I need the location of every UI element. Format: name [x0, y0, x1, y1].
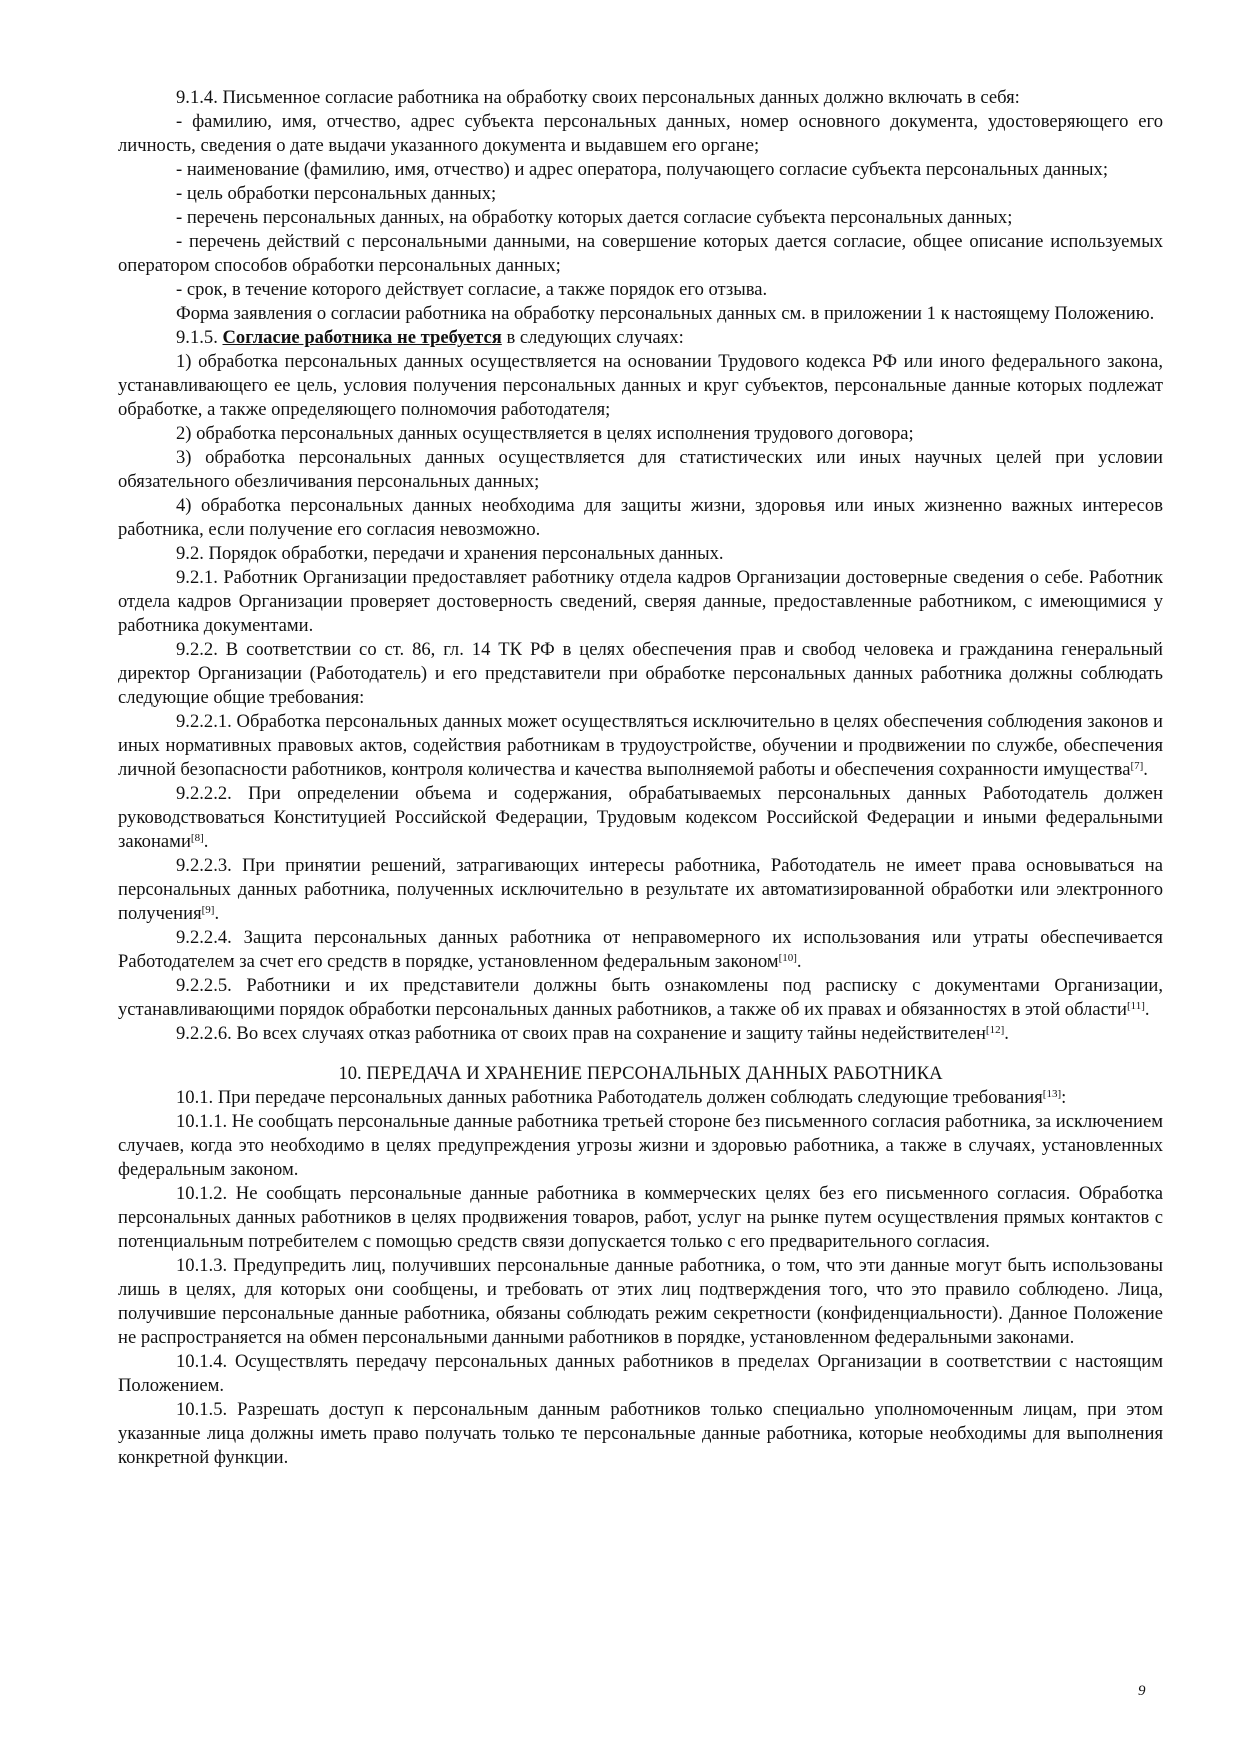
requirement-text: 9.2.2.3. При принятии решений, затрагивающих интересы работника, Работодатель не имеет права основываться на персональных данных работника, полученных исключительно в результате их автоматизированной обработки или электронного получения: [118, 855, 1163, 924]
page-number: 9: [1138, 1683, 1146, 1699]
form-note: Форма заявления о согласии работника на обработку персональных данных см. в приложении 1 к настоящему Положению.: [176, 303, 1155, 324]
footnote-ref[interactable]: [12]: [985, 1024, 1005, 1036]
section-10-heading: 10. ПЕРЕДАЧА И ХРАНЕНИЕ ПЕРСОНАЛЬНЫХ ДАННЫХ РАБОТНИКА: [338, 1063, 943, 1084]
punctuation: .: [203, 831, 209, 852]
exception-item: 1) обработка персональных данных осуществляется на основании Трудового кодекса РФ или иного федерального закона, устанавливающего ее цель, условия получения персональных данных и круг субъектов, персональные данные которых подлежат обработке, а также определяющего полномочия работодателя;: [118, 351, 1163, 420]
transfer-rule: 10.1.2. Не сообщать персональные данные работника в коммерческих целях без его письменного согласия. Обработка персональных данных работников в целях продвижения товаров, работ, услуг на рынке путем осуществления прямых контактов с потенциальным потребителем с помощью средств связи допускается только с его предварительного согласия.: [118, 1183, 1163, 1252]
section-9-1-4-intro: 9.1.4. Письменное согласие работника на обработку своих персональных данных должно включать в себя:: [176, 87, 1020, 108]
footnote-ref[interactable]: [13]: [1042, 1088, 1062, 1100]
transfer-rule: 10.1.4. Осуществлять передачу персональных данных работников в пределах Организации в соответствии с настоящим Положением.: [118, 1351, 1163, 1396]
section-10-1: [118, 1086, 1163, 1110]
requirement-item: [118, 782, 1163, 854]
document-page: [118, 86, 1163, 1470]
requirement-item: [118, 926, 1163, 974]
transfer-rule: 10.1.1. Не сообщать персональные данные работника третьей стороне без письменного согласия работника, за исключением случаев, когда это необходимо в целях предупреждения угрозы жизни и здоровью работника, а также в случаях, установленных федеральным законом.: [118, 1111, 1163, 1180]
punctuation: .: [796, 951, 802, 972]
requirement-item: [118, 854, 1163, 926]
footnote-ref[interactable]: [10]: [778, 952, 797, 964]
footnote-ref[interactable]: [8]: [190, 832, 204, 844]
consent-item: - срок, в течение которого действует согласие, а также порядок его отзыва.: [176, 279, 768, 300]
requirement-text: 9.2.2.4. Защита персональных данных работника от неправомерного их использования или утраты обеспечивается Работодателем за счет его средств в порядке, установленном федеральным законом: [118, 927, 1163, 972]
punctuation: :: [1061, 1087, 1067, 1108]
section-9-2-title: 9.2. Порядок обработки, передачи и хранения персональных данных.: [176, 543, 724, 564]
transfer-rule: 10.1.3. Предупредить лиц, получивших персональные данные работника, о том, что эти данные могут быть использованы лишь в целях, для которых они сообщены, и требовать от этих лиц подтверждения того, что это правило соблюдено. Лица, получившие персональные данные работника, обязаны соблюдать режим секретности (конфиденциальности). Данное Положение не распространяется на обмен персональными данными работников в порядке, установленном федеральными законами.: [118, 1255, 1163, 1348]
punctuation: .: [1004, 1023, 1009, 1044]
consent-item: - фамилию, имя, отчество, адрес субъекта персональных данных, номер основного документа, удостоверяющего его личность, сведения о дате выдачи указанного документа и выдавшем его органе;: [118, 111, 1163, 156]
punctuation: .: [214, 903, 220, 924]
punctuation: .: [1143, 759, 1148, 780]
requirement-item: [118, 974, 1163, 1022]
transfer-rule: 10.1.5. Разрешать доступ к персональным данным работников только специально уполномоченным лицам, при этом указанные лица должны иметь право получать только те персональные данные работника, которые необходимы для выполнения конкретной функции.: [118, 1399, 1163, 1468]
consent-item: - цель обработки персональных данных;: [176, 183, 497, 204]
section-9-1-5-rest: в следующих случаях:: [501, 327, 684, 348]
section-9-2-2: 9.2.2. В соответствии со ст. 86, гл. 14 ТК РФ в целях обеспечения прав и свобод человека и гражданина генеральный директор Организации (Работодатель) и его представители при обработке персональных данных работника должны соблюдать следующие общие требования:: [118, 639, 1163, 708]
punctuation: .: [1144, 999, 1150, 1020]
emphasis-text: Согласие работника не требуется: [222, 327, 502, 348]
section-9-1-5: [118, 326, 1163, 350]
requirement-item: [118, 710, 1163, 782]
section-number: 9.1.5.: [176, 327, 218, 348]
requirement-text: 9.2.2.5. Работники и их представители должны быть ознакомлены под расписку с документами Организации, устанавливающими порядок обработки персональных данных работников, а также об их правах и обязанностях в этой области: [118, 975, 1163, 1020]
requirement-text: 9.2.2.1. Обработка персональных данных может осуществляться исключительно в целях обеспечения соблюдения законов и иных нормативных правовых актов, содействия работникам в трудоустройстве, обучении и продвижении по службе, обеспечения личной безопасности работников, контроля количества и качества выполняемой работы и обеспечения сохранности имущества: [118, 711, 1163, 780]
exception-item: 4) обработка персональных данных необходима для защиты жизни, здоровья или иных жизненно важных интересов работника, если получение его согласия невозможно.: [118, 495, 1163, 540]
consent-item: - перечень действий с персональными данными, на совершение которых дается согласие, общее описание используемых оператором способов обработки персональных данных;: [118, 231, 1163, 276]
exception-item: 2) обработка персональных данных осуществляется в целях исполнения трудового договора;: [176, 423, 914, 444]
section-9-2-1: 9.2.1. Работник Организации предоставляет работнику отдела кадров Организации достоверные сведения о себе. Работник отдела кадров Организации проверяет достоверность сведений, сверяя данные, предоставленные работником, с имеющимися у работника документами.: [118, 567, 1163, 636]
footnote-ref[interactable]: [7]: [1130, 760, 1144, 772]
consent-item: - перечень персональных данных, на обработку которых дается согласие субъекта персональных данных;: [176, 207, 1013, 228]
consent-item: - наименование (фамилию, имя, отчество) и адрес оператора, получающего согласие субъекта персональных данных;: [176, 159, 1108, 180]
requirement-text: 9.2.2.6. Во всех случаях отказ работника от своих прав на сохранение и защиту тайны недействителен: [176, 1023, 986, 1044]
footnote-ref[interactable]: [11]: [1126, 1000, 1145, 1012]
section-10-1-text: 10.1. При передаче персональных данных работника Работодатель должен соблюдать следующие требования: [176, 1087, 1043, 1108]
exception-item: 3) обработка персональных данных осуществляется для статистических или иных научных целей при условии обязательного обезличивания персональных данных;: [118, 447, 1163, 492]
footnote-ref[interactable]: [9]: [201, 904, 215, 916]
requirement-text: 9.2.2.2. При определении объема и содержания, обрабатываемых персональных данных Работодатель должен руководствоваться Конституцией Российской Федерации, Трудовым кодексом Российской Федерации и иными федеральными законами: [118, 783, 1163, 852]
requirement-item: [118, 1022, 1163, 1046]
